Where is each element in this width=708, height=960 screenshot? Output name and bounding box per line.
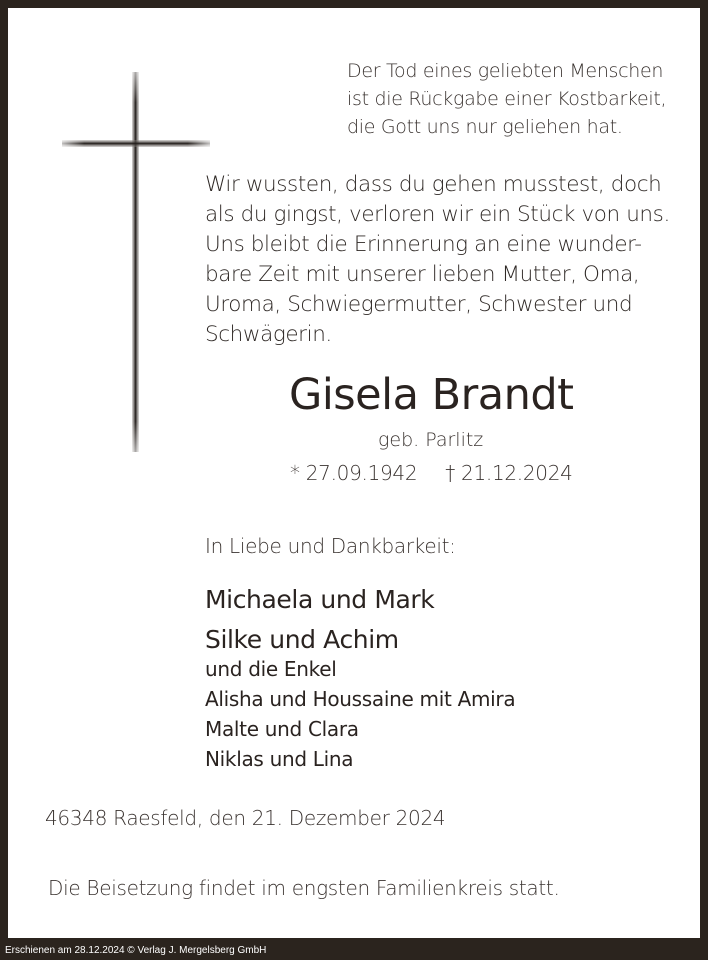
- intro-text: [205, 170, 670, 350]
- quote-text: [347, 57, 666, 141]
- family-member: Alisha und Houssaine mit Amira: [205, 687, 516, 711]
- family-member: Michaela und Mark: [205, 585, 435, 614]
- family-member: Niklas und Lina: [205, 747, 354, 771]
- intro-line: bare Zeit mit unserer lieben Mutter, Oma,: [205, 262, 640, 287]
- obituary-notice: [8, 8, 700, 938]
- burial-note: Die Beisetzung findet im engsten Familienkreis statt.: [48, 876, 560, 900]
- intro-line: Wir wussten, dass du gehen musstest, doch: [205, 172, 662, 197]
- deceased-name: Gisela Brandt: [289, 370, 574, 420]
- death-date: † 21.12.2024: [445, 461, 573, 485]
- thanks-line: In Liebe und Dankbarkeit:: [205, 534, 456, 558]
- intro-line: Uns bleibt die Erinnerung an eine wunder-: [205, 232, 642, 257]
- quote-line: Der Tod eines geliebten Menschen: [347, 60, 664, 82]
- intro-line: als du gingst, verloren wir ein Stück von uns.: [205, 202, 670, 227]
- family-member: Silke und Achim: [205, 625, 399, 654]
- quote-line: ist die Rückgabe einer Kostbarkeit,: [347, 88, 667, 110]
- family-sub: [205, 654, 515, 774]
- birth-date: * 27.09.1942: [290, 461, 418, 485]
- maiden-name: geb. Parlitz: [378, 429, 484, 451]
- place-date: 46348 Raesfeld, den 21. Dezember 2024: [45, 806, 446, 830]
- intro-line: Schwägerin.: [205, 322, 332, 347]
- life-dates: [290, 459, 573, 487]
- intro-line: Uroma, Schwiegermutter, Schwester und: [205, 292, 633, 317]
- family-main: [205, 580, 434, 660]
- family-member: und die Enkel: [205, 657, 337, 681]
- family-member: Malte und Clara: [205, 717, 359, 741]
- quote-line: die Gott uns nur geliehen hat.: [347, 116, 623, 138]
- publication-footer: Erschienen am 28.12.2024 © Verlag J. Mergelsberg GmbH: [5, 945, 267, 956]
